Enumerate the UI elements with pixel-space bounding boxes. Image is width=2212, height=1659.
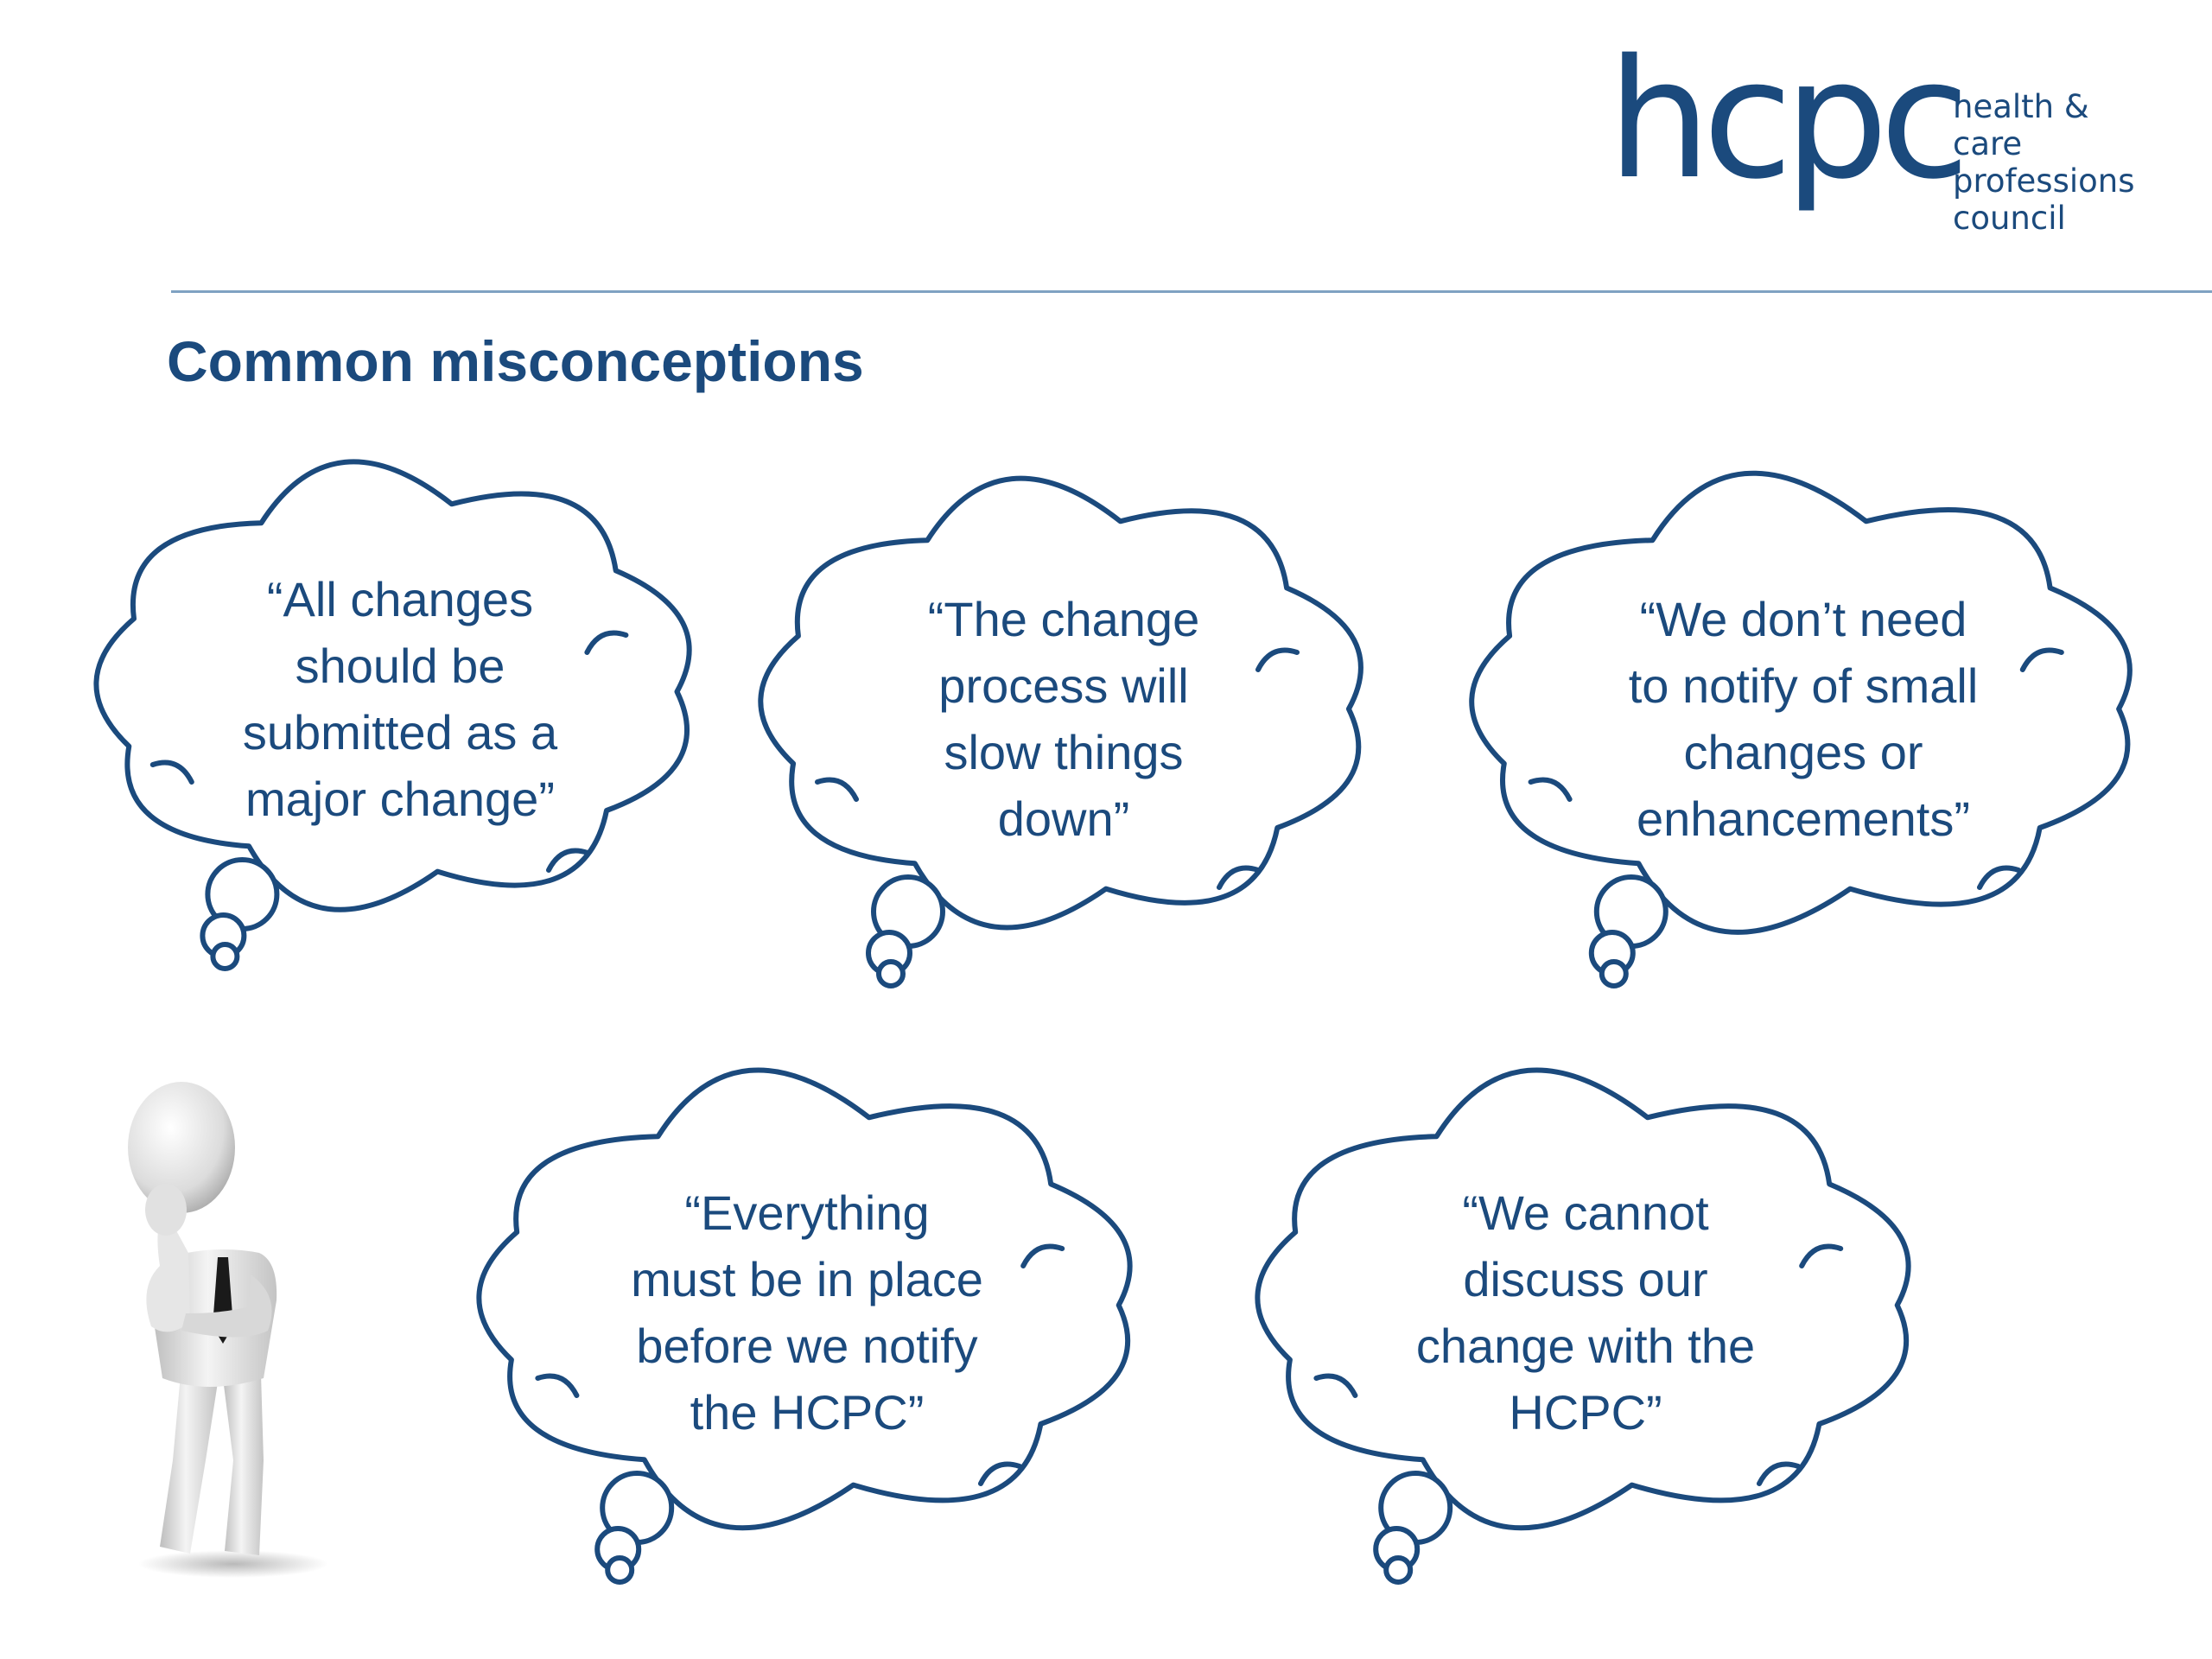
header-divider [171,290,2212,293]
thought-trail-circle [607,1558,632,1582]
slide-title: Common misconceptions [167,329,864,393]
person-icon [121,1080,328,1581]
bubble-text-1: “All changes should be submitted as a major change” [242,572,558,826]
thought-bubble-4 [453,1093,1161,1611]
logo-tagline-line-2: professions [1953,162,2135,200]
bubble-text-2: “The change process will slow things down” [927,592,1200,846]
thinking-person-figure [121,1080,328,1581]
thought-bubble-3 [1445,497,2162,1015]
logo-tagline [1953,88,2160,237]
thought-trail-circle [879,962,903,986]
thought-bubble-1 [76,480,715,998]
thought-bubble-2 [740,497,1388,1015]
logo-tagline-line-1: health & care [1953,88,2089,162]
thought-trail-circle [1386,1558,1410,1582]
thought-bubble-5 [1231,1093,1940,1611]
thought-trail-circle [1602,962,1626,986]
bubble-text-3: “We don’t need to notify of small changes or enhancements” [1628,592,1979,846]
bubble-text-4: “Everything must be in place before we notify the HCPC” [631,1185,983,1440]
bubble-text-5: “We cannot discuss our change with the HCPC” [1415,1185,1756,1440]
logo-tagline-line-3: council [1953,200,2066,237]
thought-trail-circle [213,944,237,969]
hcpc-logo [1607,24,2160,237]
logo-wordmark: hcpc [1607,24,1961,215]
